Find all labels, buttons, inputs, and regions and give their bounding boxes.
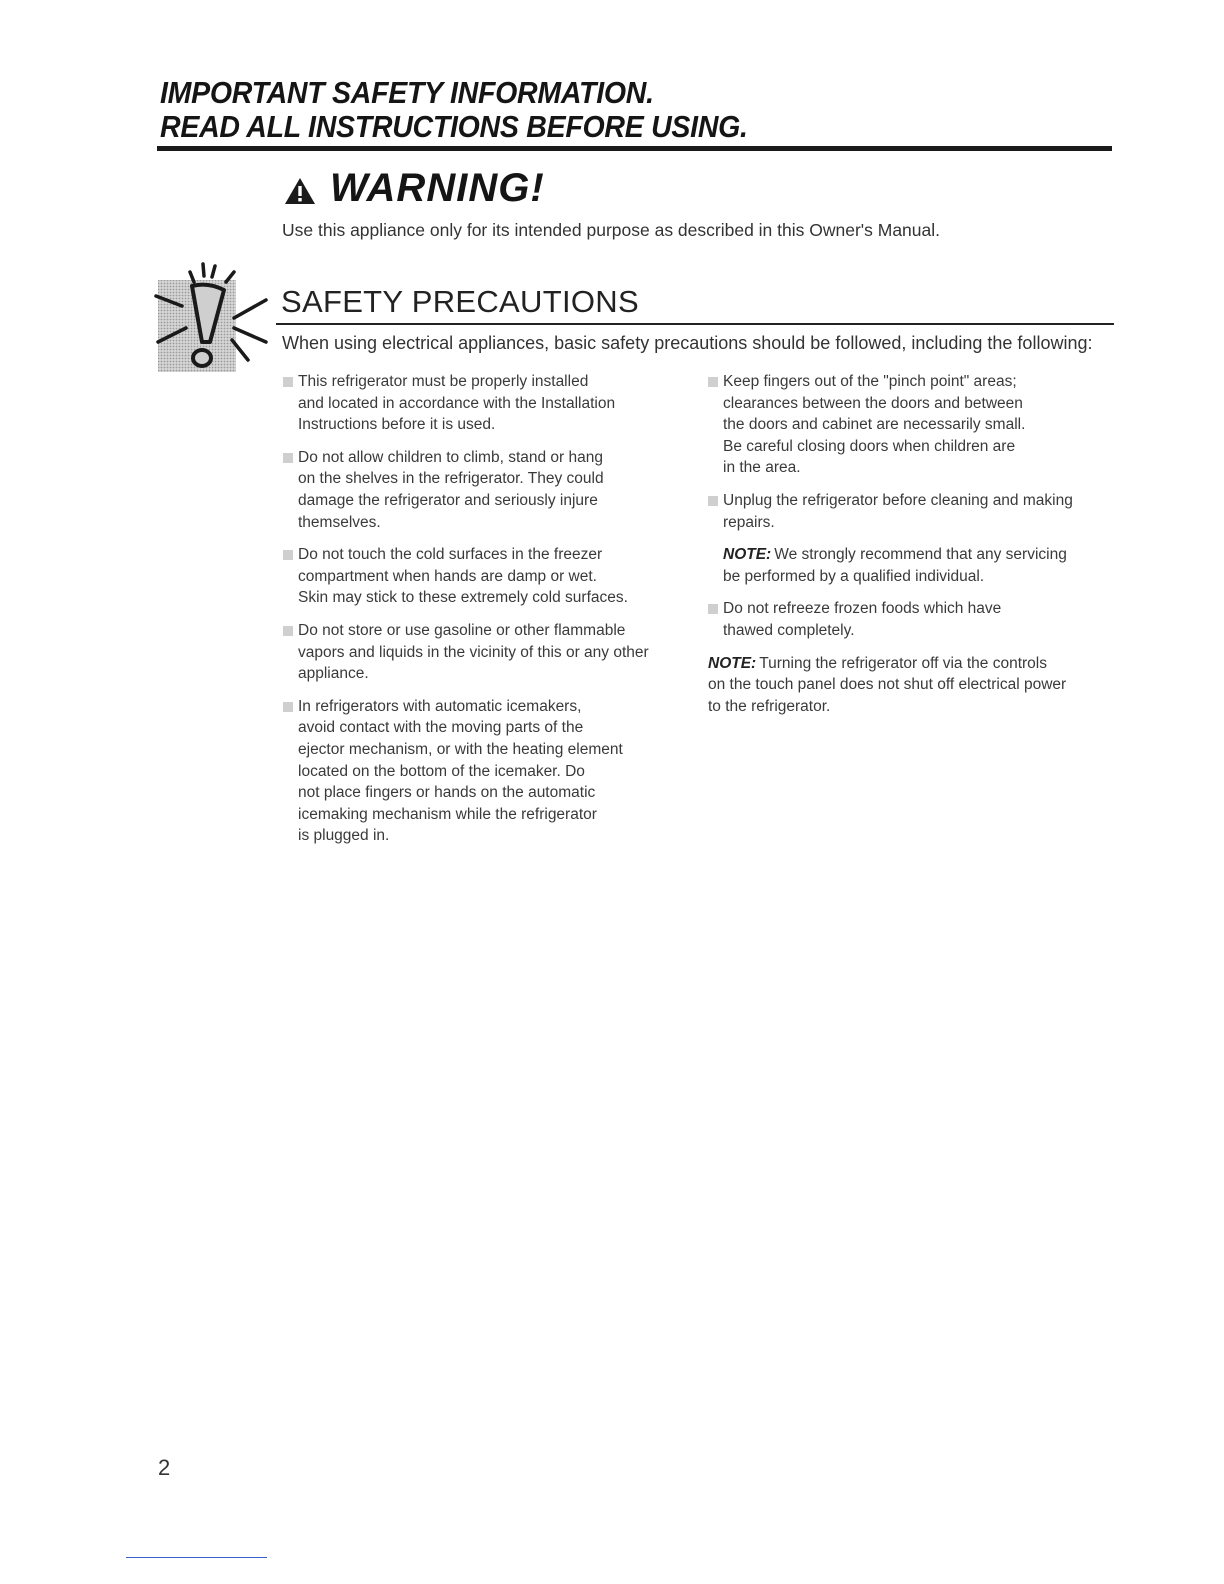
exclamation-burst-icon [148,258,268,376]
list-item-text: Do not refreeze frozen foods which have thawed completely. [723,600,1002,639]
bullet-icon [283,377,293,387]
footer-rule [126,1557,267,1558]
note-text: Turning the refrigerator off via the controls on the touch panel does not shut off electrical power to the refrigerator. [708,654,1067,715]
list-item [708,490,1123,533]
bullet-icon [283,626,293,636]
warning-heading [284,166,545,210]
note-label: NOTE: [708,654,757,672]
list-item-text: Do not allow children to climb, stand or hang on the shelves in the refrigerator. They could damage the refrigerator and seriously injure themselves. [298,448,604,531]
precautions-rule [276,323,1114,325]
precautions-right-column [708,371,1123,728]
list-item [283,371,693,436]
list-item [283,447,693,533]
warning-title: WARNING! [330,166,545,210]
page-number: 2 [158,1455,171,1480]
note-text: We strongly recommend that any servicing be performed by a qualified individual. [723,546,1067,585]
bullet-icon [283,702,293,712]
list-item [708,598,1123,641]
page-header [160,76,1114,144]
bullet-icon [283,453,293,463]
list-item-text: This refrigerator must be properly installed and located in accordance with the Installation Instructions before it is used. [298,373,616,434]
header-rule [157,146,1112,151]
warning-triangle-icon [284,177,316,205]
list-item [283,620,693,685]
header-line-2: READ ALL INSTRUCTIONS BEFORE USING. [160,109,748,144]
note-label: NOTE: [723,546,772,564]
bullet-icon [708,377,718,387]
list-item-text: In refrigerators with automatic icemakers, avoid contact with the moving parts of the ejector mechanism, or with the heating element located on the bottom of the icemaker. Do not place fingers or hands on the automatic icemaking mechanism while the refrigerator is plugged in. [298,697,623,845]
bullet-icon [283,550,293,560]
warning-text: Use this appliance only for its intended purpose as described in this Owner's Manual. [282,220,941,240]
list-item [708,371,1123,479]
precautions-left-column [283,371,693,858]
note-servicing [708,544,1123,587]
list-item-text: Unplug the refrigerator before cleaning and making repairs. [723,491,1073,531]
list-item [283,544,693,609]
bullet-icon [708,496,718,506]
precautions-title: SAFETY PRECAUTIONS [281,284,639,319]
note-power [708,653,1123,718]
list-item [283,696,693,847]
list-item-text: Do not store or use gasoline or other flammable vapors and liquids in the vicinity of this or any other appliance. [298,621,649,683]
list-item-text: Keep fingers out of the "pinch point" areas; clearances between the doors and between the doors and cabinet are necessarily small. Be careful closing doors when children are in the area. [723,373,1026,477]
list-item-text: Do not touch the cold surfaces in the freezer compartment when hands are damp or wet. Skin may stick to these extremely cold surfaces. [298,546,628,607]
header-line-1: IMPORTANT SAFETY INFORMATION. [160,75,654,110]
precautions-intro: When using electrical appliances, basic safety precautions should be followed, including the following: [282,333,1093,353]
bullet-icon [708,604,718,614]
